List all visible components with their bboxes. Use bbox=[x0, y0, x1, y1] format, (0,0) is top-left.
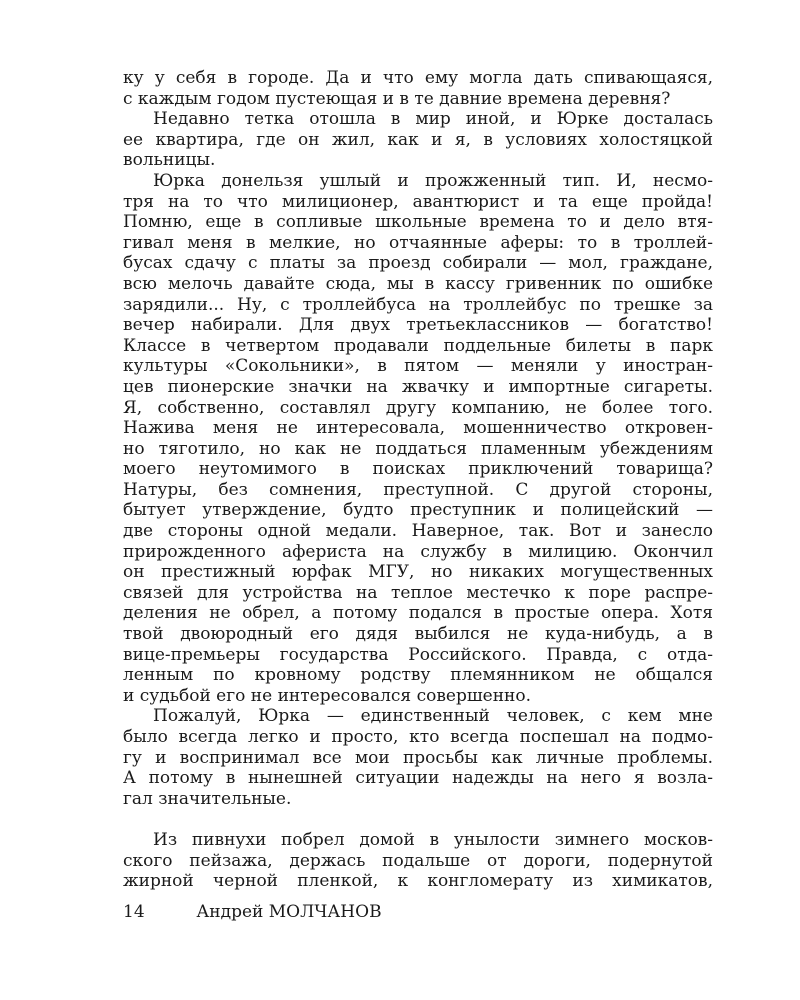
text-line: ского пейзажа, держась подальше от дороги, подернутой bbox=[123, 850, 713, 871]
text-line: прирожденного афериста на службу в милицию. Окончил bbox=[123, 541, 713, 562]
text-line: Пожалуй, Юрка — единственный человек, с кем мне bbox=[153, 706, 713, 727]
text-line: Юрка донельзя ушлый и прожженный тип. И, несмо- bbox=[153, 170, 713, 191]
text-line: гу и воспринимал все мои просьбы как личные проблемы. bbox=[123, 747, 713, 768]
text-line: твой двоюродный его дядя выбился не куда-нибудь, а в bbox=[123, 624, 713, 645]
text-line: цев пионерские значки на жвачку и импортные сигареты. bbox=[123, 376, 713, 397]
text-line: бусах сдачу с платы за проезд собирали — мол, граждане, bbox=[123, 253, 713, 274]
text-line: жирной черной пленкой, к конгломерату из химикатов, bbox=[123, 871, 713, 892]
paragraph-spacer bbox=[123, 809, 713, 830]
text-line: ку у себя в городе. Да и что ему могла дать спивающаяся, bbox=[123, 68, 713, 88]
book-page-text bbox=[123, 68, 713, 892]
text-line: всю мелочь давайте сюда, мы в кассу гривенник по ошибке bbox=[123, 273, 713, 294]
text-line: но тяготило, но как не поддаться пламенным убеждениям bbox=[123, 438, 713, 459]
text-line: А потому в нынешней ситуации надежды на него я возла- bbox=[123, 768, 713, 789]
text-line: Натуры, без сомнения, преступной. С другой стороны, bbox=[123, 479, 713, 500]
text-line: Я, собственно, составлял другу компанию, не более того. bbox=[123, 397, 713, 418]
text-line: ее квартира, где он жил, как и я, в условиях холостяцкой bbox=[123, 129, 713, 150]
page-footer bbox=[123, 902, 382, 922]
text-line: культуры «Сокольники», в пятом — меняли у иностран- bbox=[123, 356, 713, 377]
text-line: Классе в четвертом продавали поддельные билеты в парк bbox=[123, 335, 713, 356]
text-line: с каждым годом пустеющая и в те давние времена деревня? bbox=[123, 88, 671, 109]
text-line: вице-премьеры государства Российского. Правда, с отда- bbox=[123, 644, 713, 665]
text-line: вольницы. bbox=[123, 150, 216, 171]
text-line: Из пивнухи побрел домой в унылости зимнего москов- bbox=[153, 829, 713, 850]
running-head-author: Андрей МОЛЧАНОВ bbox=[196, 902, 382, 922]
text-line: Нажива меня не интересовала, мошенничество откровен- bbox=[123, 418, 713, 439]
text-line: и судьбой его не интересовался совершенно. bbox=[123, 685, 531, 706]
page-number: 14 bbox=[123, 902, 145, 922]
text-line: Недавно тетка отошла в мир иной, и Юрке досталась bbox=[153, 109, 713, 130]
text-line: гивал меня в мелкие, но отчаянные аферы: то в троллей- bbox=[123, 232, 713, 253]
text-line: было всегда легко и просто, кто всегда поспешал на подмо- bbox=[123, 727, 713, 747]
text-line: зарядили... Ну, с троллейбуса на троллейбус по трешке за bbox=[123, 294, 713, 315]
text-line: моего неутомимого в поисках приключений товарища? bbox=[123, 459, 713, 480]
text-line: бытует утверждение, будто преступник и полицейский — bbox=[123, 500, 713, 521]
text-line: вечер набирали. Для двух третьеклассников — богатство! bbox=[123, 315, 713, 336]
text-line: ленным по кровному родству племянником не общался bbox=[123, 665, 713, 686]
text-line: две стороны одной медали. Наверное, так. Вот и занесло bbox=[123, 521, 713, 542]
text-line: деления не обрел, а потому подался в простые опера. Хотя bbox=[123, 603, 713, 624]
text-line: связей для устройства на теплое местечко к поре распре- bbox=[123, 582, 713, 603]
text-line: гал значительные. bbox=[123, 788, 292, 809]
text-line: он престижный юрфак МГУ, но никаких могущественных bbox=[123, 562, 713, 583]
text-line: тря на то что милиционер, авантюрист и та еще пройда! bbox=[123, 191, 713, 212]
text-line: Помню, еще в сопливые школьные времена то и дело втя- bbox=[123, 212, 713, 233]
